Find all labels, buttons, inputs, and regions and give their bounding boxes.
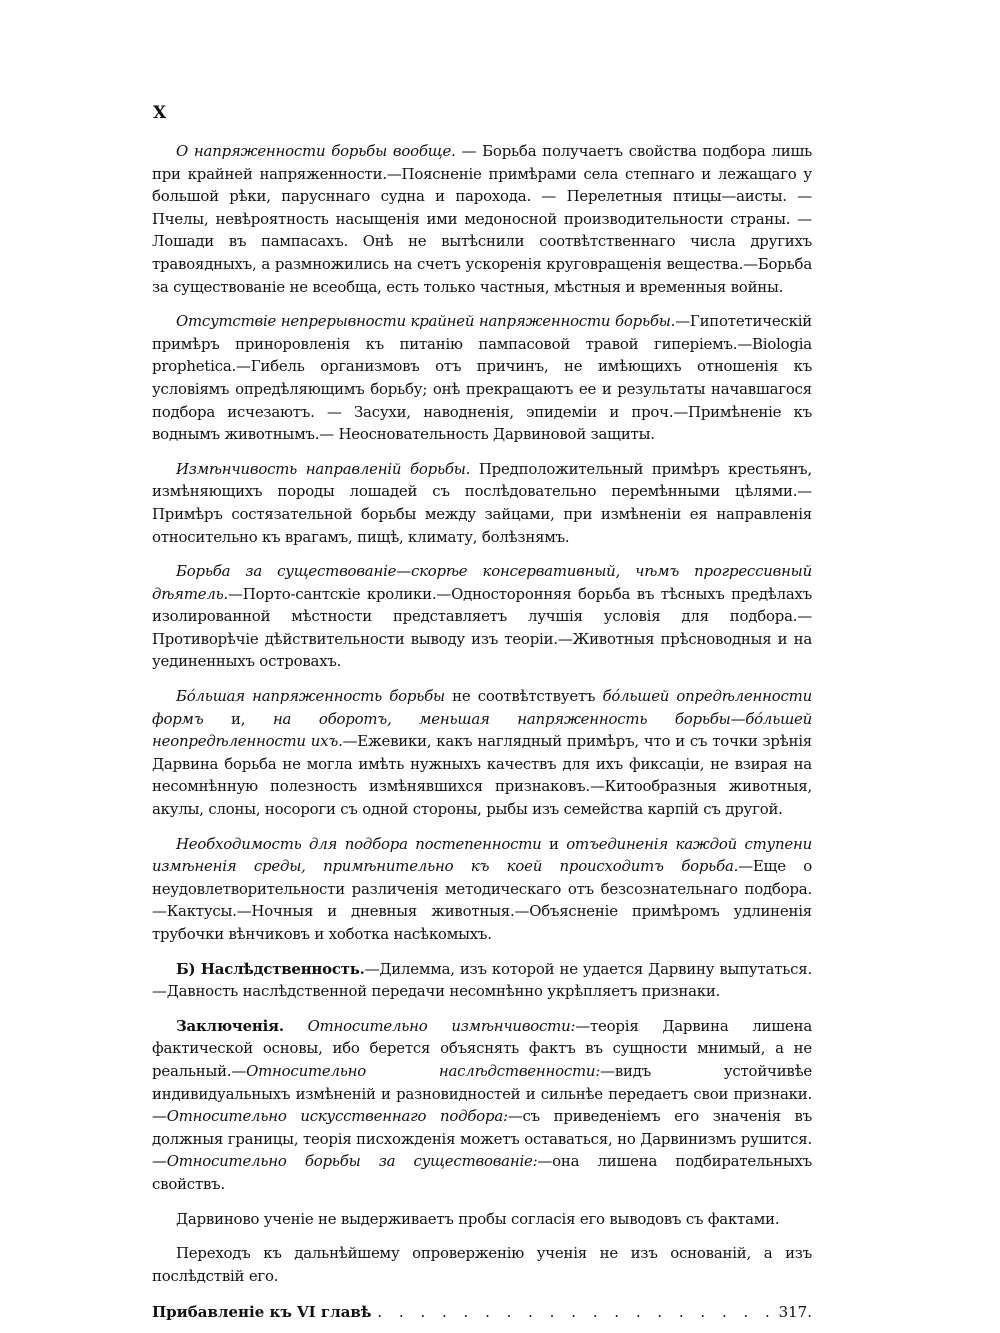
paragraph-variability-of-direction (152, 458, 812, 548)
conclusion-text: —она лишена подбирательныхъ свойствъ. (152, 1152, 812, 1193)
summary-content (152, 140, 812, 1321)
paragraph-title: на оборотъ, меньшая напряженность борьбы (272, 709, 731, 728)
paragraph-no-continuity (152, 310, 812, 446)
conclusion-heading: —Относительно искусственнаго подбора: (152, 1107, 508, 1126)
paragraph-text: —Порто-сантскіе кролики.—Односторонняя борьба въ тѣсныхъ предѣлахъ изолированной мѣстности представляетъ лучшія условія для подбора.—Противорѣчіе дѣйствительности выводу изъ теоріи.—Животныя прѣсноводныя и на уединенныхъ островахъ. (152, 584, 812, 671)
paragraph-title: Отсутствіе непрерывности крайней напряженности борьбы. (176, 312, 676, 331)
paragraph-final-2: Переходъ къ дальнѣйшему опроверженію ученія не изъ основаній, а изъ послѣдствій его. (152, 1244, 812, 1285)
toc-entry (152, 1303, 812, 1321)
conclusion-text: —видъ устойчивѣе индивидуальныхъ измѣненій и разновидностей и сильнѣе передаетъ свои признаки. (152, 1061, 812, 1103)
paragraph-title: — (730, 709, 746, 728)
paragraph-title: О напряженности борьбы вообще. (176, 142, 456, 160)
paragraph-conservative-agent (152, 560, 812, 673)
conclusion-text: —съ приведеніемъ его значенія въ должныя границы, теорія писхожденія можетъ оставаться, но Дарвинизмъ рушится. (152, 1107, 813, 1148)
conclusion-label: Заключенія. (176, 1016, 284, 1035)
conclusion-heading: Относительно измѣнчивости: (283, 1016, 576, 1035)
paragraph-title: Измѣнчивость направленій борьбы. (176, 459, 471, 478)
paragraph-title: Бóльшая напряженность борьбы (176, 687, 445, 706)
paragraph-title: бóльшей неопредѣленности ихъ. (152, 709, 813, 751)
paragraph-title: и (541, 834, 567, 853)
conclusion-heading: —Относительно наслѣдственности: (231, 1061, 601, 1080)
toc-leader-dots (377, 1303, 772, 1321)
paragraph-struggle-intensity (152, 140, 812, 298)
paragraph-heredity (152, 958, 812, 1003)
paragraph-title: не соотвѣтствуетъ (444, 687, 603, 706)
paragraph-text: —Дилемма, изъ которой не удается Дарвину выпутаться.—Давность наслѣдственной передачи несомнѣнно укрѣпляетъ признаки. (152, 959, 813, 1001)
page-number: X (153, 103, 167, 123)
paragraph-title: Борьба за существованіе—скорѣе консервативный, чѣмъ прогрессивный дѣятель. (152, 562, 812, 603)
paragraph-final-1: Дарвиново ученіе не выдерживаетъ пробы согласія его выводовъ съ фактами. (176, 1209, 780, 1228)
paragraph-title: Б) Наслѣдственность. (176, 959, 365, 978)
paragraph-title: и, (203, 709, 273, 728)
paragraph-title: отъединенія каждой ступени измѣненія среды, примѣнительно къ коей происходитъ борьба. (152, 834, 812, 876)
paragraph-title: Необходимость для подбора постепенности (176, 834, 542, 853)
conclusion-heading: —Относительно борьбы за существованіе: (152, 1152, 538, 1171)
paragraph-text: Предположительный примѣръ крестьянъ, измѣняющихъ породы лошадей съ послѣдовательно перемѣнными цѣлями.—Примѣръ состязательной борьбы между зайцами, при измѣненіи ея направленія относительно къ врагамъ, пищѣ, климату, болѣзнямъ. (152, 459, 812, 546)
toc-page-number: 317. (778, 1303, 812, 1322)
conclusion-text: —теорія Дарвина лишена фактической основы, ибо берется объяснять фактъ въ сущности мнимый, а не реальный. (152, 1016, 812, 1080)
paragraph-greater-intensity (152, 685, 812, 821)
paragraph-text: —Гипотетическій примѣръ приноровленія къ питанію пампасовой травой гиперіемъ.—Biologia prophetica.—Гибель организмовъ отъ причинъ, не имѣющихъ отношенія къ условіямъ опредѣляющимъ борьбу; онѣ прекращаютъ ее и результаты начавшагося подбора исчезаютъ. — Засухи, наводненія, эпидеміи и проч.—Примѣненіе къ воднымъ животнымъ.— Неосновательность Дарвиновой защиты. (152, 312, 812, 444)
paragraph-gradualness (152, 833, 812, 946)
paragraph-text: —Еще о неудовлетворительности различенія методическаго отъ безсознательнаго подбора.—Кактусы.—Ночныя и дневныя животныя.—Объясненіе примѣромъ удлиненія трубочки вѣнчиковъ и хоботка насѣкомыхъ. (152, 857, 812, 943)
toc-label: Прибавленіе къ VI главѣ (152, 1303, 372, 1322)
paragraph-text: — Борьба получаетъ свойства подбора лишь при крайней напряженности.—Поясненіе примѣрами села степнаго и лежащаго у большой рѣки, парусннаго судна и парохода. — Перелетныя птицы—аисты. — Пчелы, невѣроятность насыщенія ими медоносной производительности страны. — Лошади въ пампасахъ. Онѣ не вытѣснили соотвѣтственнаго числа другихъ травоядныхъ, а размножились на счетъ ускоренія круговращенія вещества.—Борьба за существованіе не всеобща, есть только частныя, мѣстныя и временныя войны. (152, 142, 812, 296)
paragraph-title: бóльшей опредѣленности формъ (152, 687, 812, 728)
paragraph-conclusions (152, 1015, 812, 1196)
paragraph-text: —Ежевики, какъ наглядный примѣръ, что и съ точки зрѣнія Дарвина борьба не могла имѣть нужныхъ качествъ для ихъ фиксаціи, не взирая на несомнѣнную полезность измѣнявшихся признаковъ.—Китообразныя животныя, акулы, слоны, носороги съ одной стороны, рыбы изъ семейства карпій съ другой. (152, 732, 812, 819)
